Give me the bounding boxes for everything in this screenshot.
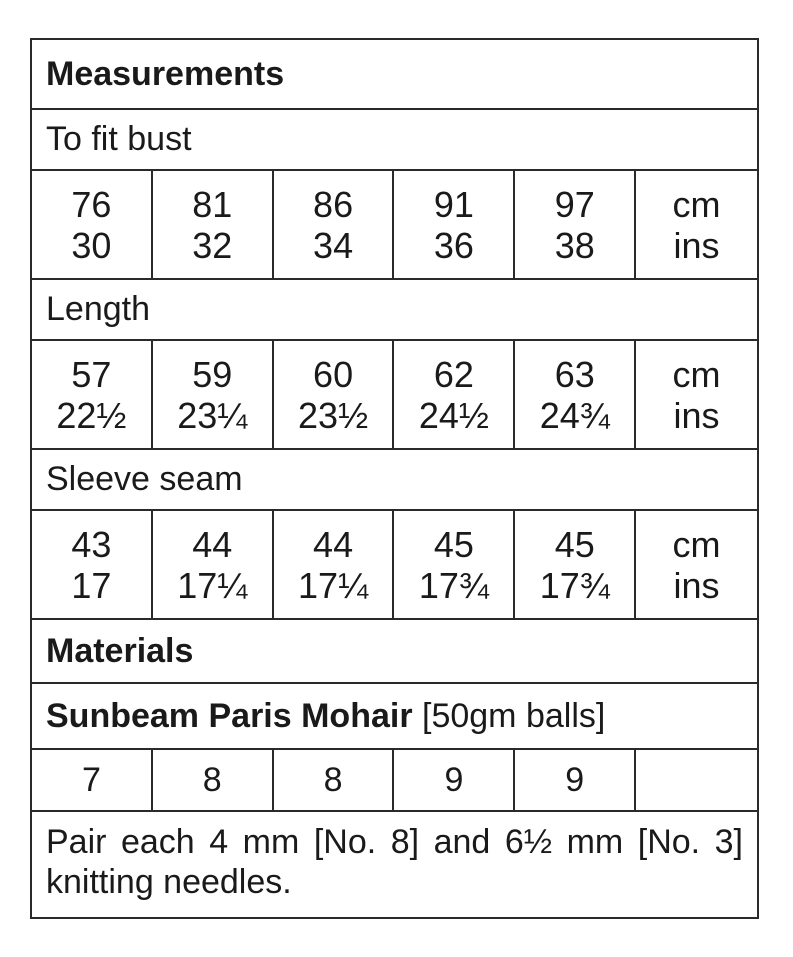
ins-value: 32: [192, 224, 233, 266]
unit-cell: [636, 511, 757, 618]
ins-value: 38: [554, 224, 595, 266]
ins-value: 23¼: [177, 394, 248, 436]
length-cell: [274, 341, 395, 448]
balls-cell: 8: [274, 750, 395, 810]
yarn-line: [32, 684, 757, 750]
ins-value: 23½: [298, 394, 369, 436]
ins-value: 24¾: [539, 394, 610, 436]
cm-unit: cm: [672, 183, 721, 225]
balls-cell: [636, 750, 757, 810]
sleeve-row: [32, 511, 757, 620]
cm-unit: cm: [672, 353, 721, 395]
cm-value: 43: [71, 523, 112, 565]
bust-row: [32, 171, 757, 280]
ins-value: 30: [71, 224, 112, 266]
cm-value: 97: [554, 183, 595, 225]
bust-cell: [394, 171, 515, 278]
bust-cell: [274, 171, 395, 278]
materials-heading: Materials: [32, 620, 757, 684]
cm-unit: cm: [672, 523, 721, 565]
sleeve-cell: [153, 511, 274, 618]
sleeve-cell: [32, 511, 153, 618]
cm-value: 59: [192, 353, 233, 395]
length-cell: [153, 341, 274, 448]
cm-value: 76: [71, 183, 112, 225]
cm-value: 44: [192, 523, 233, 565]
ins-value: 17: [71, 564, 112, 606]
sleeve-cell: [274, 511, 395, 618]
cm-value: 63: [554, 353, 595, 395]
ins-value: 17¼: [298, 564, 369, 606]
length-label: Length: [32, 280, 757, 341]
balls-row: [32, 750, 757, 812]
measurements-table: [30, 38, 759, 919]
needles-note: Pair each 4 mm [No. 8] and 6½ mm [No. 3] knitting needles.: [46, 823, 743, 901]
length-row: [32, 341, 757, 450]
balls-cell: 9: [515, 750, 636, 810]
ins-value: 24½: [418, 394, 489, 436]
yarn-unit: [50gm balls]: [422, 696, 606, 735]
cm-value: 60: [313, 353, 354, 395]
unit-cell: [636, 171, 757, 278]
ins-value: 34: [313, 224, 354, 266]
measurements-heading: Measurements: [32, 40, 757, 110]
ins-value: 17¼: [177, 564, 248, 606]
sleeve-label: Sleeve seam: [32, 450, 757, 511]
cm-value: 91: [433, 183, 474, 225]
bust-cell: [515, 171, 636, 278]
ins-value: 22½: [56, 394, 127, 436]
ins-value: 36: [433, 224, 474, 266]
yarn-name: Sunbeam Paris Mohair: [46, 696, 413, 735]
bust-cell: [32, 171, 153, 278]
cm-value: 86: [313, 183, 354, 225]
cm-value: 44: [313, 523, 354, 565]
length-cell: [32, 341, 153, 448]
ins-value: 17¾: [418, 564, 489, 606]
balls-cell: 8: [153, 750, 274, 810]
unit-cell: [636, 341, 757, 448]
bust-cell: [153, 171, 274, 278]
ins-unit: ins: [673, 394, 720, 436]
ins-value: 17¾: [539, 564, 610, 606]
cm-value: 45: [433, 523, 474, 565]
cm-value: 45: [554, 523, 595, 565]
cm-value: 57: [71, 353, 112, 395]
bust-label: To fit bust: [32, 110, 757, 171]
ins-unit: ins: [673, 564, 720, 606]
balls-cell: 9: [394, 750, 515, 810]
ins-unit: ins: [673, 224, 720, 266]
sleeve-cell: [515, 511, 636, 618]
length-cell: [515, 341, 636, 448]
cm-value: 81: [192, 183, 233, 225]
sleeve-cell: [394, 511, 515, 618]
balls-cell: 7: [32, 750, 153, 810]
length-cell: [394, 341, 515, 448]
cm-value: 62: [433, 353, 474, 395]
